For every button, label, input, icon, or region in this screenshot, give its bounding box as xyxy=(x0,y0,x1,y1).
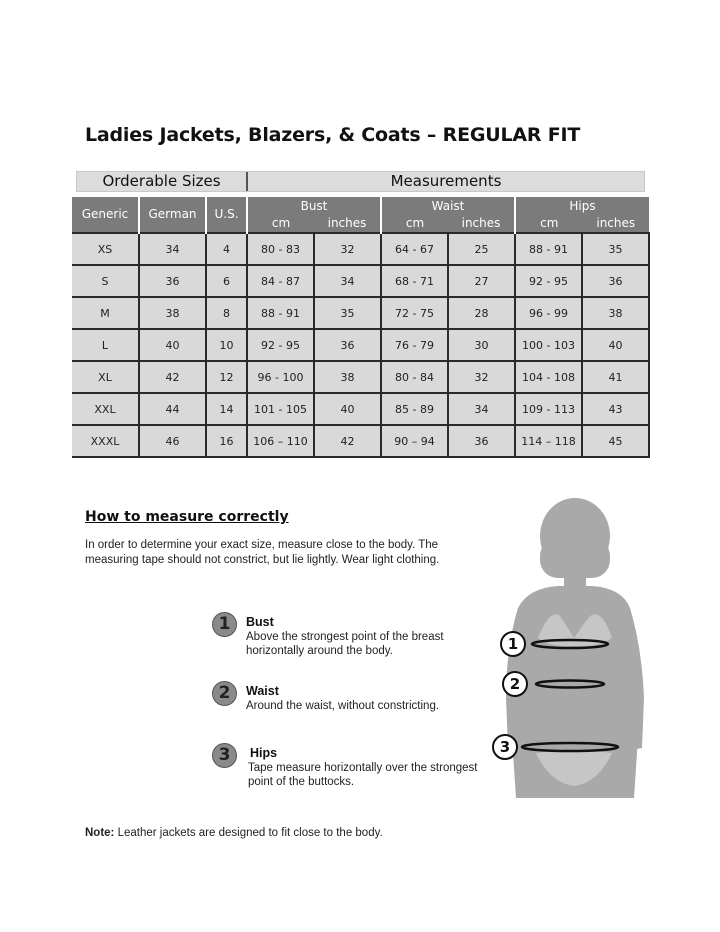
table-row xyxy=(72,361,649,393)
table-cell: 90 – 94 xyxy=(381,425,448,457)
step-description: Above the strongest point of the breast horizontally around the body. xyxy=(246,631,444,657)
table-cell: 12 xyxy=(206,361,247,393)
table-cell: 106 – 110 xyxy=(247,425,314,457)
table-cell: 8 xyxy=(206,297,247,329)
size-table xyxy=(72,197,650,458)
table-cell: 80 - 84 xyxy=(381,361,448,393)
table-cell: 104 - 108 xyxy=(515,361,582,393)
table-header-row xyxy=(72,197,649,233)
bust-inches-label: inches xyxy=(327,216,367,230)
table-cell: 32 xyxy=(448,361,515,393)
header-bust: Bust cm inches xyxy=(247,197,381,233)
marker-1 xyxy=(501,632,525,656)
table-cell: 36 xyxy=(582,265,649,297)
table-cell: 34 xyxy=(314,265,381,297)
svg-text:2: 2 xyxy=(509,675,521,693)
table-cell: 64 - 67 xyxy=(381,233,448,265)
table-cell: 88 - 91 xyxy=(247,297,314,329)
table-cell: 76 - 79 xyxy=(381,329,448,361)
group-header-row xyxy=(76,171,645,192)
note-label: Note: xyxy=(85,827,115,839)
marker-3 xyxy=(493,735,517,759)
table-row xyxy=(72,297,649,329)
table-cell: 42 xyxy=(314,425,381,457)
step-label: Hips xyxy=(250,746,278,760)
table-row xyxy=(72,265,649,297)
orderable-sizes-header: Orderable Sizes xyxy=(77,172,248,191)
table-cell: 46 xyxy=(139,425,206,457)
table-cell: 36 xyxy=(139,265,206,297)
header-waist: Waist cm inches xyxy=(381,197,515,233)
table-cell: 68 - 71 xyxy=(381,265,448,297)
size-table-body xyxy=(72,233,649,457)
table-cell: 16 xyxy=(206,425,247,457)
waist-cm-label: cm xyxy=(405,216,425,230)
table-cell: 45 xyxy=(582,425,649,457)
table-cell: 85 - 89 xyxy=(381,393,448,425)
header-us: U.S. xyxy=(206,197,247,233)
table-cell: 96 - 99 xyxy=(515,297,582,329)
table-cell: 38 xyxy=(582,297,649,329)
table-row xyxy=(72,233,649,265)
how-to-intro: In order to determine your exact size, measure close to the body. The measuring tape should not constrict, but lie lightly. Wear light clothing. xyxy=(85,539,440,566)
table-row xyxy=(72,329,649,361)
table-row xyxy=(72,393,649,425)
svg-text:3: 3 xyxy=(499,738,511,756)
note xyxy=(85,827,383,839)
measurements-header: Measurements xyxy=(390,172,502,190)
table-cell: 36 xyxy=(314,329,381,361)
table-cell: 80 - 83 xyxy=(247,233,314,265)
table-row xyxy=(72,425,649,457)
step-label: Bust xyxy=(246,615,274,629)
table-cell: 92 - 95 xyxy=(247,329,314,361)
table-cell: 44 xyxy=(139,393,206,425)
female-body-silhouette-icon xyxy=(488,498,658,798)
note-text: Leather jackets are designed to fit close to the body. xyxy=(117,827,383,839)
table-cell: 38 xyxy=(139,297,206,329)
table-cell: XXL xyxy=(72,393,139,425)
step-description: Tape measure horizontally over the strongest point of the buttocks. xyxy=(248,762,478,788)
table-cell: 35 xyxy=(314,297,381,329)
step-number-badge: 1 xyxy=(212,612,237,637)
table-cell: 6 xyxy=(206,265,247,297)
table-cell: M xyxy=(72,297,139,329)
table-cell: 25 xyxy=(448,233,515,265)
table-cell: XS xyxy=(72,233,139,265)
step-description: Around the waist, without constricting. xyxy=(246,700,440,712)
table-cell: 42 xyxy=(139,361,206,393)
header-generic: Generic xyxy=(72,197,139,233)
table-cell: 41 xyxy=(582,361,649,393)
table-cell: 72 - 75 xyxy=(381,297,448,329)
table-cell: 27 xyxy=(448,265,515,297)
table-cell: S xyxy=(72,265,139,297)
table-cell: XXXL xyxy=(72,425,139,457)
table-cell: 10 xyxy=(206,329,247,361)
table-cell: 43 xyxy=(582,393,649,425)
header-hips: Hips cm inches xyxy=(515,197,649,233)
table-cell: 38 xyxy=(314,361,381,393)
table-cell: 40 xyxy=(314,393,381,425)
table-cell: L xyxy=(72,329,139,361)
table-cell: 32 xyxy=(314,233,381,265)
hips-cm-label: cm xyxy=(540,216,559,230)
table-cell: 109 - 113 xyxy=(515,393,582,425)
table-cell: 114 – 118 xyxy=(515,425,582,457)
table-cell: 34 xyxy=(139,233,206,265)
table-cell: 92 - 95 xyxy=(515,265,582,297)
table-cell: XL xyxy=(72,361,139,393)
step-number-badge: 3 xyxy=(212,743,237,768)
table-cell: 101 - 105 xyxy=(247,393,314,425)
table-cell: 88 - 91 xyxy=(515,233,582,265)
table-cell: 96 - 100 xyxy=(247,361,314,393)
table-cell: 34 xyxy=(448,393,515,425)
table-cell: 28 xyxy=(448,297,515,329)
table-cell: 30 xyxy=(448,329,515,361)
page-title: Ladies Jackets, Blazers, & Coats – REGULAR FIT xyxy=(85,124,581,146)
table-cell: 100 - 103 xyxy=(515,329,582,361)
table-cell: 4 xyxy=(206,233,247,265)
bust-cm-label: cm xyxy=(271,216,291,230)
waist-inches-label: inches xyxy=(461,216,501,230)
table-cell: 14 xyxy=(206,393,247,425)
step-number-badge: 2 xyxy=(212,681,237,706)
table-cell: 40 xyxy=(139,329,206,361)
table-cell: 84 - 87 xyxy=(247,265,314,297)
table-cell: 36 xyxy=(448,425,515,457)
svg-text:1: 1 xyxy=(507,635,519,653)
table-cell: 35 xyxy=(582,233,649,265)
hips-inches-label: inches xyxy=(596,216,636,230)
table-cell: 40 xyxy=(582,329,649,361)
header-german: German xyxy=(139,197,206,233)
how-to-measure-heading: How to measure correctly xyxy=(85,509,289,525)
step-label: Waist xyxy=(246,684,279,698)
marker-2 xyxy=(503,672,527,696)
